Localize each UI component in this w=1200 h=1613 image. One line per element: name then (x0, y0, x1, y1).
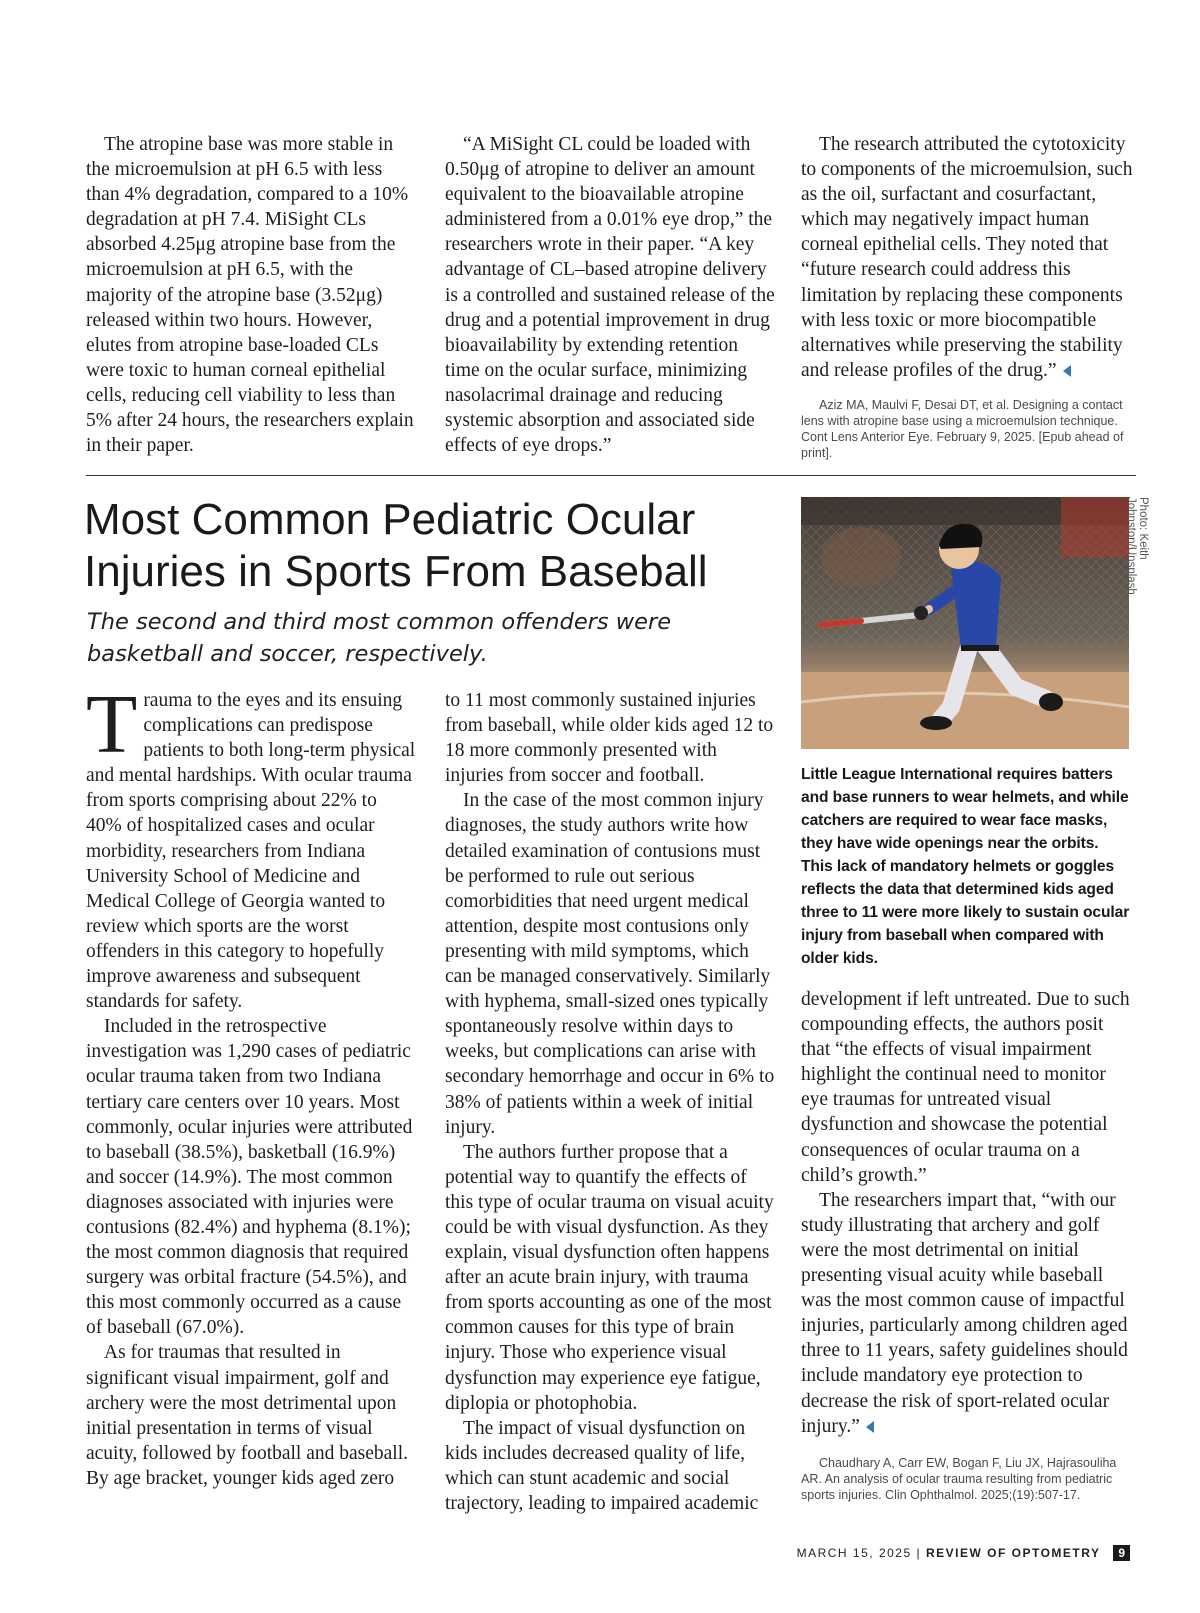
baseball-batter-photo (801, 497, 1129, 749)
paragraph (801, 132, 1136, 383)
issue-date: MARCH 15, 2025 (796, 1546, 912, 1560)
photo-caption: Little League International requires batters and base runners to wear helmets, and while catchers are required to wear face masks, they have wide openings near the orbits. This lack of mandatory helmets or goggles reflects the data that determined kids aged three to 11 were more likely to sustain ocular injury from baseball when compared with older kids. (801, 766, 1130, 967)
lead-paragraph-text: rauma to the eyes and its ensuing complications can predispose patients to both long-term physical and mental hardships. With ocular trauma from sports comprising about 22% to 40% of hospitalized cases and ocular morbidity, researchers from Indiana University School of Medicine and Medical College of Georgia wanted to review which sports are the worst offenders in this category to hopefully improve awareness and subsequent standards for safety. (86, 690, 416, 1013)
section-divider (86, 475, 1136, 476)
paragraph: The authors further propose that a potential way to quantify the effects of this type of ocular trauma on visual acuity could be with visual dysfunction. As they explain, visual dysfunction often happens after an acute brain injury, with trauma from sports accounting as one of the most common causes for this type of brain injury. Those who experience visual dysfunction may experience eye fatigue, diplopia or photophobia. (445, 1141, 774, 1414)
paragraph (801, 1188, 1136, 1439)
photo-credit: Photo: Keith Johnston/Unsplash (1125, 497, 1149, 595)
article-col2 (445, 688, 775, 1516)
citation: Chaudhary A, Carr EW, Bogan F, Liu JX, Hajrasouliha AR. An analysis of ocular trauma resulting from pediatric sports injuries. Clin Ophthalmol. 2025;(19):507-17. (801, 1455, 1117, 1502)
publication-name: REVIEW OF OPTOMETRY (925, 1546, 1101, 1560)
page-footer (797, 1545, 1130, 1561)
drop-cap: T (86, 678, 138, 771)
top-article-col3 (801, 132, 1136, 461)
paragraph-text: The research attributed the cytotoxicity to components of the microemulsion, such as the oil, surfactant and cosurfactant, which may negatively impact human corneal epithelial cells. They noted that “future research could address this limitation by replacing these components with less toxic or more biocompatible alternatives while preserving the stability and release profiles of the drug.” (801, 134, 1133, 381)
top-article-col1 (86, 132, 416, 458)
article-deck: The second and third most common offenders were basketball and soccer, respectively. (87, 609, 672, 667)
end-of-article-triangle-icon (1063, 365, 1071, 377)
paragraph: to 11 most commonly sustained injuries from baseball, while older kids aged 12 to 18 more commonly presented with injuries from soccer and football. (445, 690, 774, 787)
top-article-col2 (445, 132, 775, 458)
paragraph-text: The researchers impart that, “with our study illustrating that archery and golf were the most detrimental on initial presenting visual acuity while baseball was the most common cause of impactful injuries, particularly among children aged three to 11 years, safety guidelines should include mandatory eye protection to decrease the risk of sport-related ocular injury.” (801, 1189, 1128, 1437)
page-number: 9 (1113, 1545, 1130, 1561)
lead-paragraph (86, 678, 416, 1014)
paragraph: As for traumas that resulted in significant visual impairment, golf and archery were the most detrimental upon initial presentation in terms of visual acuity, followed by football and baseball. By age bracket, younger kids aged zero (86, 1342, 409, 1489)
end-of-article-triangle-icon (866, 1421, 874, 1433)
footer-separator: | (916, 1546, 922, 1560)
article-col1 (86, 678, 416, 1491)
article-col3 (801, 987, 1136, 1503)
paragraph: Included in the retrospective investigation was 1,290 cases of pediatric ocular trauma taken from two Indiana tertiary care centers over 10 years. Most commonly, ocular injuries were attributed to baseball (38.5%), basketball (16.9%) and soccer (14.9%). The most common diagnoses associated with injuries were contusions (82.4%) and hyphema (8.1%); the most common diagnosis that required surgery was orbital fracture (54.5%), and this most commonly occurred as a cause of baseball (67.0%). (86, 1016, 413, 1339)
citation: Aziz MA, Maulvi F, Desai DT, et al. Designing a contact lens with atropine base using a microemulsion technique. Cont Lens Anterior Eye. February 9, 2025. [Epub ahead of print]. (801, 397, 1124, 460)
article-headline: Most Common Pediatric Ocular Injuries in Sports From Baseball (84, 495, 708, 596)
paragraph: In the case of the most common injury diagnoses, the study authors write how detailed examination of contusions must be performed to rule out serious comorbidities that need urgent medical attention, despite most contusions only presenting with mild symptoms, which can be managed conservatively. Similarly with hyphema, small-sized ones typically spontaneously resolve within days to weeks, but complications can arise with secondary hemorrhage and occur in 6% to 38% of patients within a week of initial injury. (445, 790, 775, 1138)
paragraph: The impact of visual dysfunction on kids includes decreased quality of life, which can stunt academic and social trajectory, leading to impaired academic (445, 1417, 759, 1514)
paragraph: “A MiSight CL could be loaded with 0.50μg of atropine to deliver an amount equivalent to the bioavailable atropine administered from a 0.01% eye drop,” the researchers wrote in their paper. “A key advantage of CL–based atropine delivery is a controlled and sustained release of the drug and a potential improvement in drug bioavailability by extending retention time on the ocular surface, minimizing nasolacrimal drainage and reducing systemic absorption and associated side effects of eye drops.” (445, 134, 775, 457)
paragraph: development if left untreated. Due to such compounding effects, the authors posit that “the effects of visual impairment highlight the continual need to monitor eye traumas for untreated visual dysfunction and showcase the potential consequences of ocular trauma on a child’s growth.” (801, 989, 1130, 1186)
paragraph: The atropine base was more stable in the microemulsion at pH 6.5 with less than 4% degradation, compared to a 10% degradation at pH 7.4. MiSight CLs absorbed 4.25μg atropine base from the microemulsion at pH 6.5, with the majority of the atropine base (3.52μg) released within two hours. However, elutes from atropine base-loaded CLs were toxic to human corneal epithelial cells, reducing cell viability to less than 5% after 24 hours, the researchers explain in their paper. (86, 134, 414, 457)
